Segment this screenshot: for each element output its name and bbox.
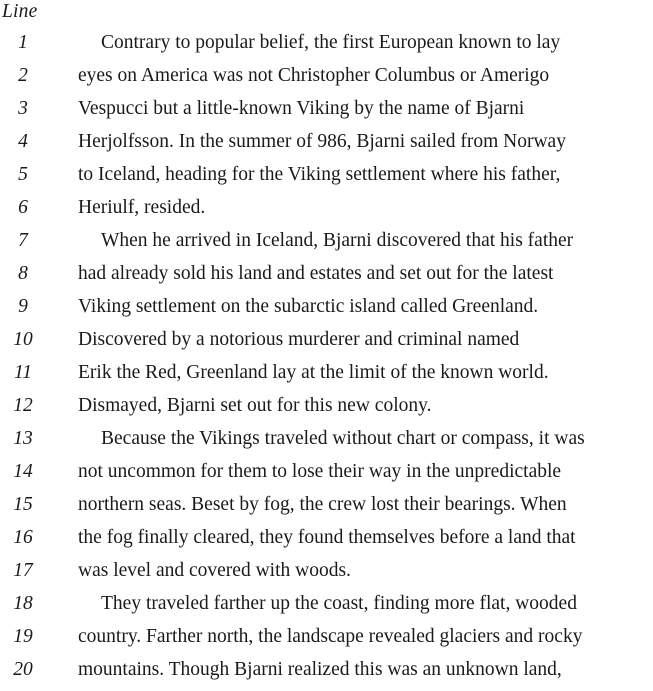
passage-line xyxy=(0,493,653,526)
line-number: 1 xyxy=(18,32,28,53)
passage-line xyxy=(0,361,653,394)
passage-line xyxy=(0,97,653,130)
line-number: 8 xyxy=(18,263,28,284)
passage-line xyxy=(0,592,653,625)
line-column-header: Line xyxy=(2,1,38,22)
line-number: 16 xyxy=(13,527,33,548)
line-number: 13 xyxy=(13,428,33,449)
passage-body xyxy=(0,31,653,691)
line-text: Dismayed, Bjarni set out for this new colony. xyxy=(78,395,432,416)
line-text: Viking settlement on the subarctic island called Greenland. xyxy=(78,296,539,317)
line-text: was level and covered with woods. xyxy=(78,560,351,581)
line-number: 3 xyxy=(18,98,28,119)
passage-line xyxy=(0,295,653,328)
line-text: had already sold his land and estates and set out for the latest xyxy=(78,263,554,284)
line-number: 7 xyxy=(18,230,28,251)
passage-line xyxy=(0,658,653,691)
line-number: 6 xyxy=(18,197,28,218)
line-number: 4 xyxy=(18,131,28,152)
passage-line xyxy=(0,625,653,658)
passage-line xyxy=(0,526,653,559)
line-number: 11 xyxy=(13,362,33,383)
passage-line xyxy=(0,328,653,361)
line-text: to Iceland, heading for the Viking settlement where his father, xyxy=(78,164,561,185)
line-number: 2 xyxy=(18,65,28,86)
line-number: 9 xyxy=(18,296,28,317)
passage-line xyxy=(0,163,653,196)
line-text: eyes on America was not Christopher Columbus or Amerigo xyxy=(78,65,550,86)
line-number: 10 xyxy=(13,329,33,350)
line-number: 14 xyxy=(13,461,33,482)
line-text: northern seas. Beset by fog, the crew lost their bearings. When xyxy=(78,494,567,515)
line-number: 20 xyxy=(13,659,33,680)
line-number: 12 xyxy=(13,395,33,416)
line-text: country. Farther north, the landscape revealed glaciers and rocky xyxy=(78,626,583,647)
passage-line xyxy=(0,460,653,493)
line-text: When he arrived in Iceland, Bjarni discovered that his father xyxy=(101,230,574,251)
line-text: mountains. Though Bjarni realized this was an unknown land, xyxy=(78,659,562,680)
passage-line xyxy=(0,196,653,229)
passage-line xyxy=(0,229,653,262)
line-text: They traveled farther up the coast, finding more flat, wooded xyxy=(101,593,577,614)
passage-line xyxy=(0,31,653,64)
line-number: 15 xyxy=(13,494,33,515)
passage-line xyxy=(0,262,653,295)
passage-line xyxy=(0,64,653,97)
line-text: Herjolfsson. In the summer of 986, Bjarni sailed from Norway xyxy=(78,131,566,152)
line-number: 18 xyxy=(13,593,33,614)
passage-line xyxy=(0,130,653,163)
line-text: Erik the Red, Greenland lay at the limit of the known world. xyxy=(78,362,549,383)
passage-line xyxy=(0,394,653,427)
line-number: 19 xyxy=(13,626,33,647)
passage-line xyxy=(0,559,653,592)
line-text: the fog finally cleared, they found themselves before a land that xyxy=(78,527,576,548)
line-text: Vespucci but a little-known Viking by the name of Bjarni xyxy=(78,98,525,119)
passage-line xyxy=(0,427,653,460)
line-text: not uncommon for them to lose their way in the unpredictable xyxy=(78,461,562,482)
line-text: Contrary to popular belief, the first European known to lay xyxy=(101,32,561,53)
line-text: Discovered by a notorious murderer and criminal named xyxy=(78,329,520,350)
line-text: Heriulf, resided. xyxy=(78,197,206,218)
line-number: 5 xyxy=(18,164,28,185)
line-text: Because the Vikings traveled without chart or compass, it was xyxy=(101,428,585,449)
line-number: 17 xyxy=(13,560,33,581)
